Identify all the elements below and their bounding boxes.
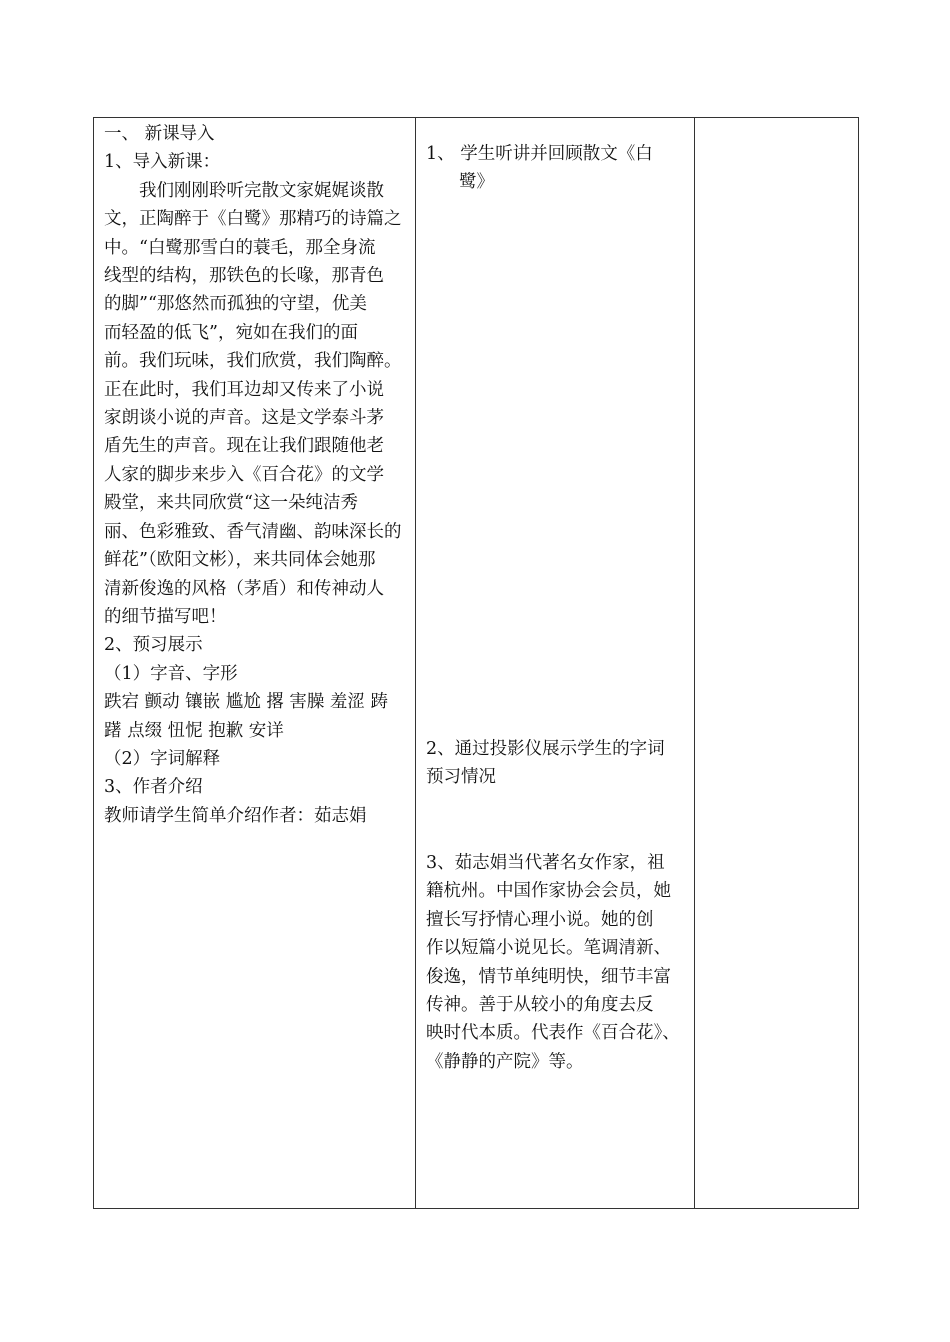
sub1-title: （1）字音、字形 xyxy=(104,663,238,684)
item3-text: 教师请学生简单介绍作者：茹志娟 xyxy=(104,805,367,826)
intro-line: 鲜花”（欧阳文彬），来共同体会她那 xyxy=(104,550,376,571)
word-list-line: 躇 点缀 忸怩 抱歉 安详 xyxy=(104,720,284,741)
activity-line: 籍杭州。中国作家协会会员，她 xyxy=(426,881,671,902)
word-list-line: 跌宕 颤动 镶嵌 尴尬 撂 害臊 羞涩 踌 xyxy=(104,692,388,713)
student-activity-1 xyxy=(426,140,688,197)
item2-title: 2、预习展示 xyxy=(104,635,203,656)
intro-line: 文，正陶醉于《白鹭》那精巧的诗篇之 xyxy=(104,209,402,230)
intro-line: 家朗谈小说的声音。这是文学泰斗茅 xyxy=(104,408,384,429)
intro-line: 的脚”“那悠然而孤独的守望，优美 xyxy=(104,294,367,315)
notes-text xyxy=(695,118,858,1206)
activity-line: 映时代本质。代表作《百合花》、 xyxy=(426,1023,680,1044)
activity-line: 擅长写抒情心理小说。她的创 xyxy=(426,909,654,930)
activity-line: 1、 学生听讲并回顾散文《白 xyxy=(426,144,653,164)
intro-line: 线型的结构，那铁色的长喙，那青色 xyxy=(104,266,384,287)
activity-line: 《静静的产院》等。 xyxy=(426,1051,584,1072)
activity-line: 作以短篇小说见长。笔调清新、 xyxy=(426,938,671,959)
activity-line: 传神。善于从较小的角度去反 xyxy=(426,995,654,1016)
sub2-title: （2）字词解释 xyxy=(104,748,221,769)
item3-title: 3、作者介绍 xyxy=(104,777,203,798)
intro-line: 丽、色彩雅致、香气清幽、韵味深长的 xyxy=(104,521,402,542)
activity-line: 鹭》 xyxy=(459,172,494,193)
activity-line: 3、茹志娟当代著名女作家，祖 xyxy=(426,853,665,873)
intro-line: 前。我们玩味，我们欣赏，我们陶醉。 xyxy=(104,351,402,372)
activity-line: 预习情况 xyxy=(426,767,496,788)
notes-cell xyxy=(695,118,859,1209)
item1-title: 1、导入新课： xyxy=(104,152,221,173)
student-activity-2 xyxy=(426,735,688,792)
activity-line: 俊逸，情节单纯明快，细节丰富 xyxy=(426,966,671,987)
intro-line: 盾先生的声音。现在让我们跟随他老 xyxy=(104,436,384,457)
intro-line: 正在此时，我们耳边却又传来了小说 xyxy=(104,379,384,400)
intro-line: 殿堂，来共同欣赏“这一朵纯洁秀 xyxy=(104,493,358,514)
intro-line: 清新俊逸的风格（茅盾）和传神动人 xyxy=(104,578,384,599)
table-row xyxy=(94,118,859,1209)
intro-line: 中。“白鹭那雪白的蓑毛，那全身流 xyxy=(104,237,376,258)
intro-line: 而轻盈的低飞”，宛如在我们的面 xyxy=(104,322,358,343)
intro-line: 我们刚刚聆听完散文家娓娓谈散 xyxy=(139,180,384,201)
teacher-activity-cell xyxy=(94,118,416,1209)
section-heading: 一、 新课导入 xyxy=(104,124,215,144)
intro-line: 的细节描写吧！ xyxy=(104,606,227,627)
intro-line: 人家的脚步来步入《百合花》的文学 xyxy=(104,464,384,485)
student-activity-cell xyxy=(416,118,695,1209)
lesson-plan-table xyxy=(93,117,859,1209)
student-activity-3 xyxy=(426,849,688,1076)
activity-line: 2、通过投影仪展示学生的字词 xyxy=(426,739,665,759)
